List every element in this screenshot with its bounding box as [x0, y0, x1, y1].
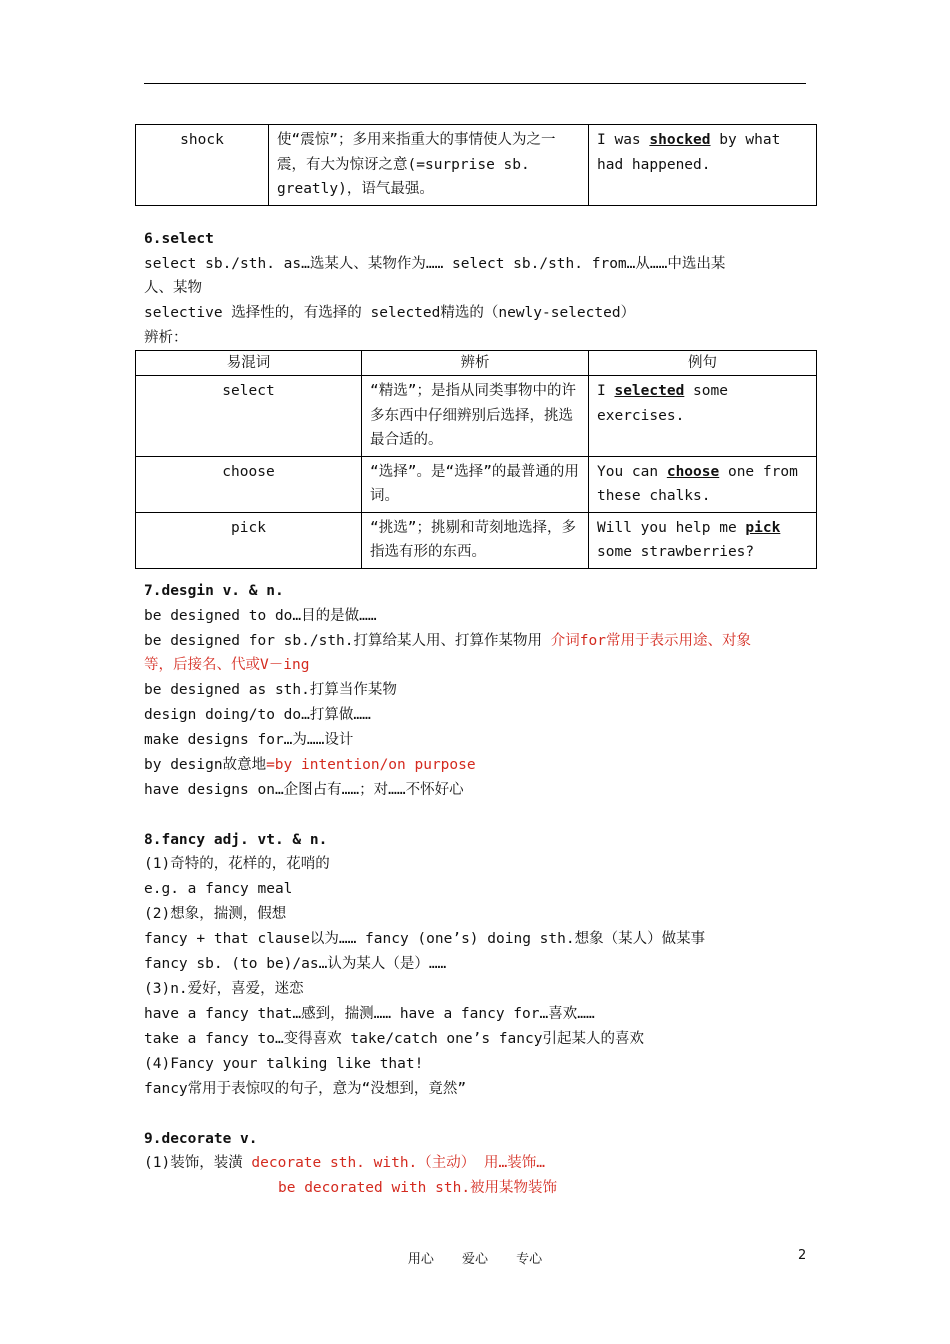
text-line: (1)奇特的，花样的，花哨的 — [144, 856, 330, 872]
text-line: have a fancy that…感到，揣测…… have a fancy for…喜欢…… — [144, 1006, 595, 1022]
red-note: be decorated with sth.被用某物装饰 — [278, 1180, 558, 1196]
analysis-cell: “精选”；是指从同类事物中的许多东西中仔细辨别后选择，挑选最合适的。 — [362, 376, 589, 457]
red-note: decorate sth. with.（主动） 用…装饰… — [251, 1155, 545, 1171]
comparison-table-continued — [135, 124, 817, 206]
word-cell: pick — [136, 512, 362, 568]
text-line: by design故意地=by intention/on purpose — [144, 757, 476, 773]
example-cell: Will you help me pick some strawberries? — [589, 512, 817, 568]
word-cell: shock — [136, 125, 269, 206]
footer-text: 专心 — [516, 1252, 543, 1267]
red-note: 介词for常用于表示用途、对象 — [550, 633, 751, 649]
text-line: (2)想象，揣测，假想 — [144, 906, 287, 922]
column-header: 例句 — [589, 351, 817, 376]
red-note: =by intention/on purpose — [266, 757, 476, 773]
text-line: (4)Fancy your talking like that! — [144, 1056, 424, 1072]
text-line: be designed as sth.打算当作某物 — [144, 682, 397, 698]
footer-text: 用心 — [407, 1252, 434, 1267]
table-row — [136, 376, 817, 457]
text-line: e.g. a fancy meal — [144, 881, 293, 897]
header-rule — [144, 83, 806, 84]
text-line: be designed to do…目的是做…… — [144, 608, 377, 624]
table-row — [136, 456, 817, 512]
text-line: have designs on…企图占有……；对……不怀好心 — [144, 782, 464, 798]
example-cell: I was shocked by what had happened. — [589, 125, 817, 206]
text-line: fancy sb. (to be)/as…认为某人（是）…… — [144, 956, 447, 972]
page-footer — [0, 1248, 950, 1267]
analysis-cell: “选择”。是“选择”的最普通的用词。 — [362, 456, 589, 512]
table-row — [136, 512, 817, 568]
section-heading: 8.fancy adj. vt. & n. — [144, 832, 328, 848]
word-cell: select — [136, 376, 362, 457]
section-heading: 6.select — [144, 231, 214, 247]
example-cell: I selected some exercises. — [589, 376, 817, 457]
text-line: selective 选择性的，有选择的 selected精选的（newly-selected） — [144, 305, 636, 321]
example-cell: You can choose one from these chalks. — [589, 456, 817, 512]
text-line: be designed for sb./sth.打算给某人用、打算作某物用 介词for常用于表示用途、对象 — [144, 633, 751, 649]
text-line: 辨析： — [144, 330, 188, 346]
column-header: 易混词 — [136, 351, 362, 376]
section-heading: 7.desgin v. & n. — [144, 583, 284, 599]
table-row — [136, 125, 817, 206]
analysis-cell: “挑选”；挑剔和苛刻地选择，多指选有形的东西。 — [362, 512, 589, 568]
comparison-table — [135, 350, 817, 569]
section-heading: 9.decorate v. — [144, 1131, 258, 1147]
text-line: (1)装饰，装潢 decorate sth. with.（主动） 用…装饰… — [144, 1155, 545, 1171]
text-line: (3)n.爱好，喜爱，迷恋 — [144, 981, 304, 997]
text-line: make designs for…为……设计 — [144, 732, 354, 748]
footer-text: 爱心 — [461, 1252, 488, 1267]
text-line: select sb./sth. as…选某人、某物作为…… select sb./sth. from…从……中选出某 — [144, 256, 726, 272]
text-line: design doing/to do…打算做…… — [144, 707, 371, 723]
red-note: 等，后接名、代或V－ing — [144, 657, 310, 673]
text-line: fancy常用于表惊叹的句子，意为“没想到，竟然” — [144, 1081, 467, 1097]
column-header: 辨析 — [362, 351, 589, 376]
text-line: 人、某物 — [144, 280, 202, 296]
analysis-cell: 使“震惊”；多用来指重大的事情使人为之一震，有大为惊讶之意(=surprise sb. greatly)，语气最强。 — [269, 125, 589, 206]
word-cell: choose — [136, 456, 362, 512]
table-header-row — [136, 351, 817, 376]
text-line: take a fancy to…变得喜欢 take/catch one’s fancy引起某人的喜欢 — [144, 1031, 644, 1047]
text-line: fancy + that clause以为…… fancy (one’s) doing sth.想象（某人）做某事 — [144, 931, 706, 947]
page-number: 2 — [798, 1248, 807, 1263]
